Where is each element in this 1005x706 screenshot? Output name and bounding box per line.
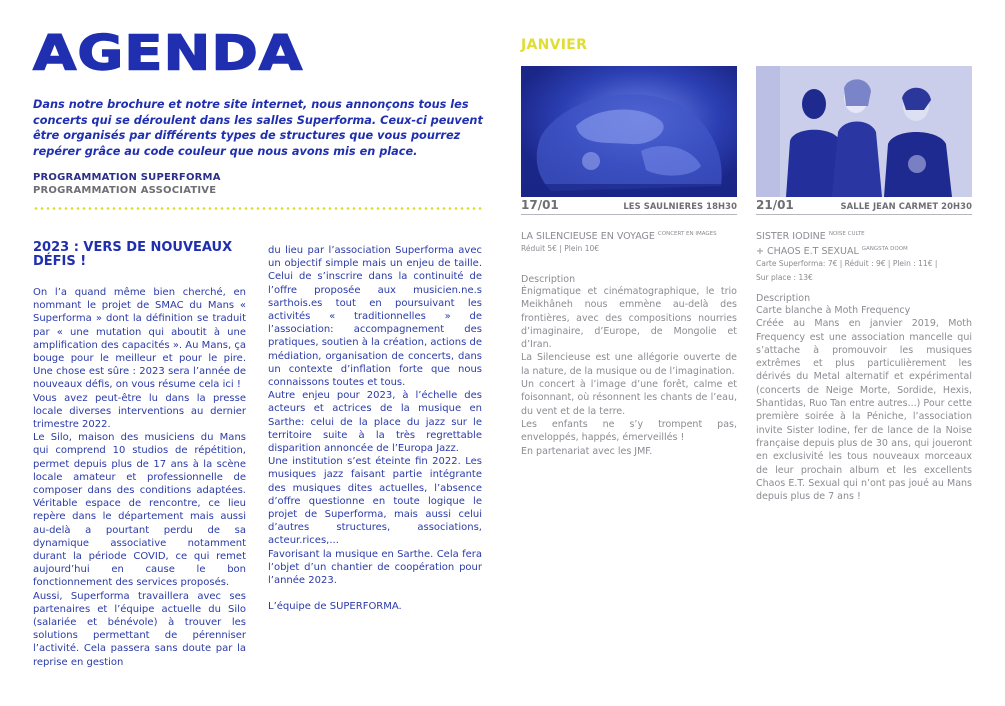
description-paragraph: Un concert à l’image d’une forêt, calme et foisonnant, où résonnent les chants de l’eau, du vent et de la terre. [521, 379, 737, 417]
event-title-text: LA SILENCIEUSE EN VOYAGE [521, 231, 655, 242]
page-title: AGENDA [33, 25, 304, 82]
description-paragraph: Carte blanche à Moth Frequency [756, 305, 911, 316]
event-details-1 [521, 228, 737, 458]
description-paragraph: Créée au Mans en janvier 2019, Moth Frequency est une association mancelle qui s’attache à promouvoir les musiques extrêmes et plus particulièrement les dérivés du Metal alternatif et expérimental (concerts de Neige Morte, Sordide, Hexis, Shantidas, Ruo Tan entre autres...) Pour cette première soirée à la Péniche, l’association invite Sister Iodine, fer de lance de la Noise française depuis plus de 30 ans, qui joueront en exclusivité les tous nouveaux morceaux de leur prochain album et les excellents Chaos E.T. Sexual qui n’ont pas joué au Mans depuis plus de 7 ans ! [756, 318, 972, 503]
article-signature: L’équipe de SUPERFORMA. [268, 601, 402, 613]
article-paragraph: On l’a quand même bien cherché, en nommant le projet de SMAC du Mans « Superforma » dont la définition se traduit par « une mutation qui aboutit à une amplification des capacités ». Au Mans, ça bouge pour le meilleur et pour le pire. Une chose est sûre : 2023 sera l’année de nouveaux défis, on vous résume cela ici ! [33, 287, 246, 391]
band-photo-image [756, 66, 972, 197]
article-paragraph: Vous avez peut-être lu dans la presse locale diverses interventions au dernier trimestre 2022. [33, 392, 246, 431]
event-venue: SALLE JEAN CARMET 20H30 [840, 201, 972, 211]
legend-associative: PROGRAMMATION ASSOCIATIVE [33, 185, 217, 196]
description-paragraph: En partenariat avec les JMF. [521, 445, 653, 457]
event-venue: LES SAULNIERES 18H30 [623, 201, 737, 211]
event-title-secondary [756, 243, 972, 258]
article-title: 2023 : VERS DE NOUVEAUX DÉFIS ! [33, 240, 233, 269]
event-photo-sister-iodine [756, 66, 972, 197]
event-date: 21/01 [756, 198, 794, 212]
article-paragraph: Aussi, Superforma travaillera avec ses partenaires et l’équipe actuelle du Silo (salariée et bénévole) à trouver les solutions permettant de pérenniser l’activité. Cela passera sans doute par la reprise en gestion [33, 590, 246, 668]
event-genre: CONCERT EN IMAGES [657, 231, 717, 237]
description-paragraph: Les enfants ne s’y trompent pas, enveloppés, happés, émerveillés ! [521, 418, 737, 444]
article-paragraph: Une institution s’est éteinte fin 2022. Les musiques jazz faisant partie intégrante des musiques dites actuelles, l’absence d’offre questionne en toute logique le projet de Superforma, mais aussi celui d’autres structures, associations, acteur.rices,... [268, 456, 482, 547]
event-genre: NOISE CULTE [828, 231, 865, 237]
month-heading: JANVIER [521, 37, 588, 53]
article-paragraph: Autre enjeu pour 2023, à l’échelle des acteurs et actrices de la musique en Sarthe: celui de la place du jazz sur le territoire suite à la très regrettable disparition annoncée de l’Europa Jazz. [268, 390, 482, 455]
description-label: Description [521, 274, 576, 285]
article-paragraph: Le Silo, maison des musiciens du Mans qui comprend 10 studios de répétition, permet depuis plus de 17 ans à la scène locale amateur et professionnelle de composer dans des conditions adaptées. Véritable espace de rencontre, ce lieu repère dans le département mais aussi au-delà a pourtant perdu de sa dynamique associative notamment durant la période COVID, ce qui remet aujourd’hui en cause le bon fonctionnement des services proposés. [33, 432, 246, 589]
concert-photo-image [521, 66, 737, 197]
event-title [756, 228, 972, 243]
article-paragraph: du lieu par l’association Superforma avec un objectif simple mais un enjeu de taille. Celui de s’inscrire dans la continuité de l’offre proposée aux musicien.ne.s sarthois.es tout en poursuivant les activités « traditionnelles » de l’association: accompagnement des pratiques, soutien à la création, actions de médiation, organisation de concerts, dans un contexte d’inflation forte que nous connaissons toutes et tous. [268, 245, 482, 389]
event-price: Carte Superforma: 7€ | Réduit : 9€ | Plein : 11€ | [756, 259, 938, 268]
event-genre: GANGSTA DOOM [861, 246, 908, 252]
event-title-text: SISTER IODINE [756, 231, 826, 242]
description-paragraph: La Silencieuse est une allégorie ouverte de la nature, de la musique ou de l’imagination. [521, 352, 737, 377]
legend-superforma: PROGRAMMATION SUPERFORMA [33, 172, 221, 183]
event-price-onsite: Sur place : 13€ [756, 273, 813, 282]
event-details-2 [756, 228, 972, 503]
article-paragraph: Favorisant la musique en Sarthe. Cela fera l’objet d’un chantier de coopération pour l’année 2023. [268, 548, 482, 587]
description-paragraph: Énigmatique et cinématographique, le trio Meikhâneh nous emmène au-delà des frontières, avec des compositions nourries d’imaginaire, d’Europe, de Mongolie et d’Iran. [521, 286, 737, 351]
event-photo-silencieuse [521, 66, 737, 197]
description-label: Description [756, 293, 811, 304]
event-description [521, 285, 737, 458]
event-date: 17/01 [521, 198, 559, 212]
article-paragraph [268, 587, 482, 600]
event-meta-2 [756, 198, 972, 215]
article-column-1 [33, 286, 246, 669]
event-title-text: + CHAOS E.T SEXUAL [756, 246, 859, 257]
event-meta-1 [521, 198, 737, 215]
event-title [521, 228, 737, 243]
intro-text: Dans notre brochure et notre site internet, nous annonçons tous les concerts qui se déroulent dans les salles Superforma. Ceux-ci peuvent être organisés par différents types de structures que vous pourrez repérer grâce au code couleur que nous avons mis en place. [33, 98, 483, 158]
article-column-2 [268, 244, 482, 614]
event-description [756, 304, 972, 503]
dotted-divider [33, 207, 483, 210]
event-price: Réduit 5€ | Plein 10€ [521, 244, 600, 253]
